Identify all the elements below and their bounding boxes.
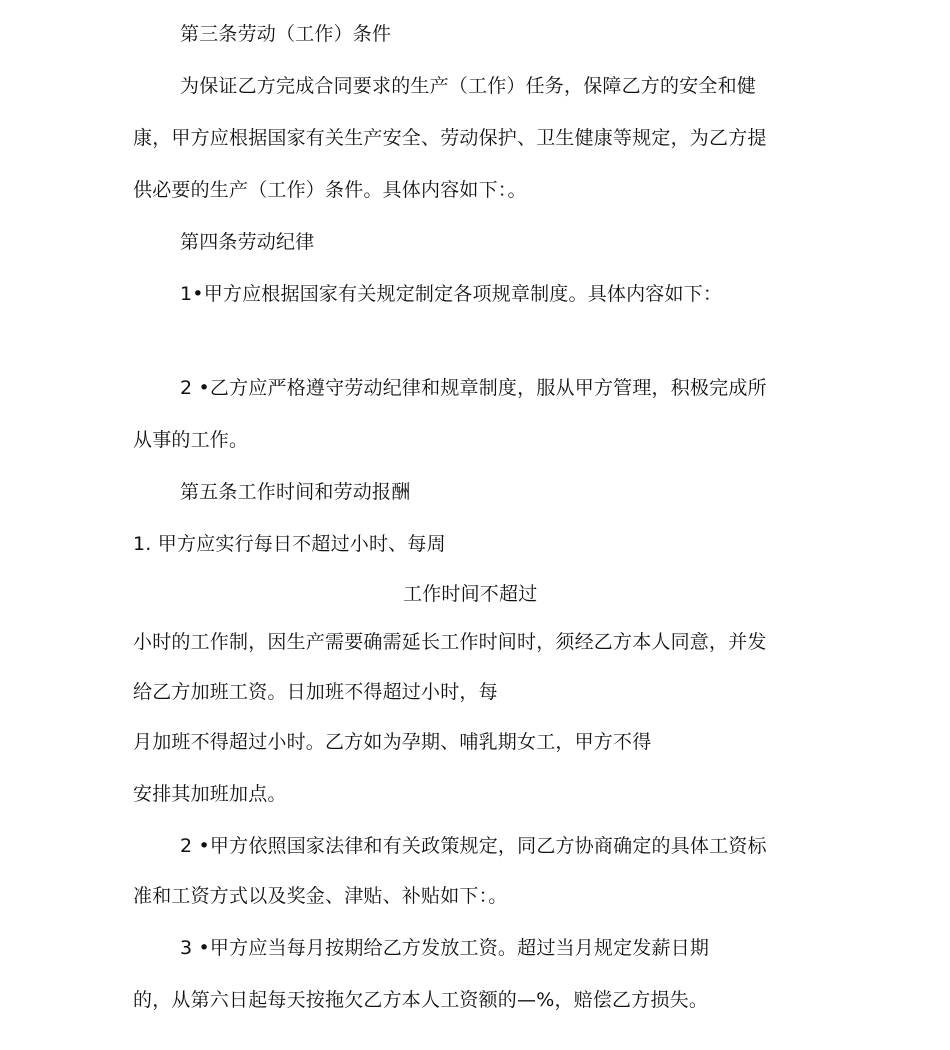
article-4-item-2-line-2: 从事的工作。 [133,429,249,451]
article-5-item-3-line-2: 的，从第六日起每天按拖欠乙方本人工资额的—%，赔偿乙方损失。 [133,989,709,1011]
article-5-item-1-line-4: 给乙方加班工资。日加班不得超过小时，每 [133,681,498,703]
article-4-item-1: 1•甲方应根据国家有关规定制定各项规章制度。具体内容如下： [180,283,723,305]
article-5-item-1-line-2: 工作时间不超过 [403,583,538,605]
article-5-item-1-line-3: 小时的工作制，因生产需要确需延长工作时间时，须经乙方本人同意，并发 [133,631,767,653]
article-3-paragraph-line-3: 供必要的生产（工作）条件。具体内容如下：。 [133,179,527,201]
article-5-item-3-line-1: 3 •甲方应当每月按期给乙方发放工资。超过当月规定发薪日期 [180,937,710,959]
article-4-heading: 第四条劳动纪律 [180,231,315,253]
article-3-paragraph-line-2: 康，甲方应根据国家有关生产安全、劳动保护、卫生健康等规定，为乙方提 [133,127,767,149]
article-5-item-2-line-1: 2 •甲方依照国家法律和有关政策规定，同乙方协商确定的具体工资标 [180,835,767,857]
article-5-item-1-line-6: 安排其加班加点。 [133,783,287,805]
article-4-item-2-line-1: 2 •乙方应严格遵守劳动纪律和规章制度，服从甲方管理，积极完成所 [180,377,767,399]
article-5-heading: 第五条工作时间和劳动报酬 [180,481,411,503]
article-5-item-1-line-5: 月加班不得超过小时。乙方如为孕期、哺乳期女工，甲方不得 [133,731,652,753]
article-5-item-2-line-2: 准和工资方式以及奖金、津贴、补贴如下：。 [133,885,508,907]
article-3-paragraph-line-1: 为保证乙方完成合同要求的生产（工作）任务，保障乙方的安全和健 [180,75,757,97]
article-3-heading: 第三条劳动（工作）条件 [180,23,392,45]
article-5-item-1-line-1: 1. 甲方应实行每日不超过小时、每周 [133,533,446,555]
